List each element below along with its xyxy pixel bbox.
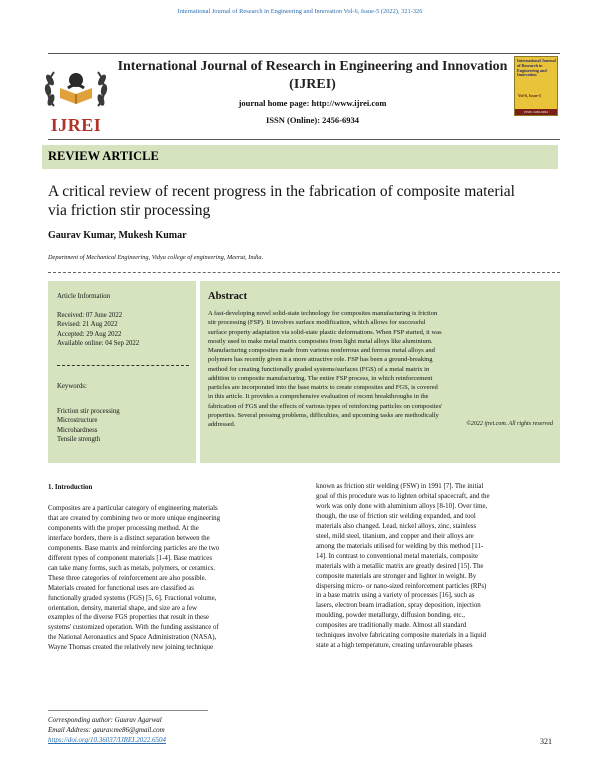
body-column-left <box>48 504 294 653</box>
journal-homepage[interactable]: journal home page: http://www.ijrei.com <box>238 98 387 108</box>
body-line: the National Aeronautics and Space Administration (NASA), <box>48 634 217 642</box>
paper-title-line2: via friction stir processing <box>48 202 211 219</box>
received-date: Received: 07 June 2022 <box>57 312 123 319</box>
article-info-dates <box>57 311 139 349</box>
body-line: Composites are a particular category of engineering materials <box>48 505 218 512</box>
journal-title <box>115 58 510 94</box>
body-line: lasers, electron beam irradiation, spray deposition, injection <box>316 602 481 610</box>
journal-title-line2: (IJREI) <box>289 77 336 92</box>
keywords-list <box>57 407 120 445</box>
body-line: composites are traditionally made. Almost all standard <box>316 622 467 630</box>
body-line: can take many forms, such as metals, polymers, or ceramics. <box>48 564 216 572</box>
abstract-last-row <box>208 420 553 429</box>
affiliation: Department of Mechanical Engineering, Vidya college of engineering, Meerut, India. <box>48 254 264 261</box>
body-line: that are created by combining two or more unique engineering <box>48 514 221 522</box>
journal-cover-thumbnail <box>514 56 558 116</box>
available-date: Available online: 04 Sep 2022 <box>57 340 140 348</box>
section-heading-introduction: 1. Introduction <box>48 484 93 491</box>
keyword-item: Microstructure <box>57 417 98 425</box>
body-line: different types of component materials [1-4]. Base matrices <box>48 554 213 562</box>
cover-issn: ISSN: 2456-6934 <box>515 109 557 115</box>
book-icon <box>60 73 92 104</box>
article-type-label: REVIEW ARTICLE <box>48 149 159 163</box>
body-line: known as friction stir welding (FSW) in 1991 [7]. The initial <box>316 483 484 490</box>
paper-title <box>48 182 568 220</box>
body-line: though, the use of friction stir welding expanded, and tool <box>316 512 476 520</box>
body-line: steel, mild steel, titanium, and copper and their alloys are <box>316 532 474 540</box>
body-column-right <box>316 482 562 651</box>
abstract-line: in this article. It provides a comprehensive evaluation of recent breakthroughs in the <box>208 393 429 401</box>
revised-date: Revised: 21 Aug 2022 <box>57 321 118 329</box>
body-line: moulding, powder metallurgy, diffusion bonding, etc., <box>316 612 465 620</box>
abstract-line: polymers has recently given it a more attractive role. FSP has been a ground-breaking <box>208 356 433 364</box>
affiliation-divider <box>48 272 560 273</box>
body-line: orientation, density, material shape, and size are a few <box>48 604 197 612</box>
body-line: examples of the diverse FGS properties that result in these <box>48 614 209 622</box>
cover-title: International Journal of Research in Engineering and Innovation <box>517 58 556 78</box>
body-line: work was only done with aluminium alloys [8-10]. Over time, <box>316 502 488 510</box>
body-line: functionally graded systems (FGS) [5, 6]. Fractional volume, <box>48 594 217 602</box>
body-line: components. Base matrix and reinforcing particles are the two <box>48 544 220 552</box>
abstract-line: stir processing (FSP). It involves surface modification, which allows for successful <box>208 319 426 327</box>
abstract-line: A fast-developing novel solid-state technology for composites manufacturing is friction <box>208 310 438 317</box>
abstract-body <box>208 309 553 429</box>
doi-link[interactable]: https://doi.org/10.36037/IJREI.2022.6504 <box>48 736 166 744</box>
abstract-line: surface property adaptation via solid-state plastic deformations. When FSP started, it was <box>208 328 442 336</box>
footer-rule <box>48 710 208 711</box>
abstract-line: properties. Several pressing problems, difficulties, and upcoming tasks are methodically <box>208 411 439 419</box>
journal-title-line1: International Journal of Research in Engineering and Innovation <box>117 59 508 74</box>
body-line: systems' customized operation. With the funding assistance of <box>48 624 219 632</box>
keyword-item: Tensile strength <box>57 436 101 444</box>
body-line: components with the proper processing method. At the <box>48 524 199 532</box>
authors: Gaurav Kumar, Mukesh Kumar <box>48 230 187 241</box>
copyright-notice: ©2022 ijrei.com. All rights reserved <box>466 421 553 427</box>
body-line: techniques involve fabricating composite materials in a liquid <box>316 632 487 640</box>
abstract-line: fabrication of FGS and the effects of various types of reinforcing particles on composites' <box>208 402 443 410</box>
info-divider <box>57 365 189 366</box>
body-line: Materials created for functional uses are classified as <box>48 584 194 592</box>
keywords-label: Keywords: <box>57 383 87 390</box>
running-head: International Journal of Research in Engineering and Innovation Vol-6, Issue-5 (2022), 321-326 <box>177 8 423 15</box>
article-info-heading: Article Information <box>57 293 111 300</box>
body-line: state at a high temperature, creating unfavourable phases <box>316 642 473 650</box>
abstract-line: Manufacturing composites made from various nonferrous and ferrous metal alloys and <box>208 347 435 354</box>
corresponding-author: Corresponding author: Gaurav Agarwal <box>48 716 162 724</box>
body-line: 14]. In contrast to conventional metal materials, composite <box>316 552 479 560</box>
body-line: goal of this procedure was to lighten orbital spacecraft, and the <box>316 492 490 500</box>
body-line: composite materials are stronger and lighter in weight. By <box>316 572 477 580</box>
accepted-date: Accepted: 29 Aug 2022 <box>57 330 122 338</box>
body-line: among the materials utilised for welding by this method [11- <box>316 542 484 550</box>
corresponding-email[interactable]: Email Address: gaurav.me86@gmail.com <box>48 726 165 734</box>
keyword-item: Friction stir processing <box>57 408 120 415</box>
abstract-line: addressed. <box>208 421 236 428</box>
page-number: 321 <box>540 737 552 746</box>
body-line: interface borders, there is a distinct separation between the <box>48 534 210 542</box>
body-line: in a base matrix using a variety of processes [16], such as <box>316 592 475 600</box>
abstract-heading: Abstract <box>208 291 248 302</box>
abstract-line: particles are incorporated into the base matrix to create composites and FGS, is covered <box>208 384 438 391</box>
body-line: materials also changed. Lead, nickel alloys, zinc, stainless <box>316 522 477 530</box>
paper-title-line1: A critical review of recent progress in the fabrication of composite material <box>48 183 515 200</box>
cover-volume: Vol-6, Issue-5 <box>518 93 541 98</box>
keyword-item: Microhardness <box>57 426 98 434</box>
footer-correspondence <box>48 715 166 745</box>
abstract-line: mostly used to make metal matrix composites from light metal alloys like aluminium. <box>208 337 433 345</box>
header-bottom-rule <box>48 139 560 140</box>
body-line: materials with a metallic matrix are greatly desired [15]. The <box>316 562 484 570</box>
journal-issn: ISSN (Online): 2456-6934 <box>265 115 360 125</box>
body-line: These three categories of reinforcement are also possible. <box>48 574 207 582</box>
header-top-rule <box>48 53 560 54</box>
body-line: Wayne Thomas created the relatively new joining technique <box>48 644 214 652</box>
logo-text: IJREI <box>50 115 102 135</box>
body-line: dispersing micro- or nano-sized reinforcement particles (RPs) <box>316 582 487 590</box>
abstract-line: method for creating functionally graded systems/surfaces (FGS) of a metal matrix in <box>208 365 430 373</box>
abstract-line: addition to composite manufacturing. The entire FSP process, in which reinforcement <box>208 374 433 382</box>
